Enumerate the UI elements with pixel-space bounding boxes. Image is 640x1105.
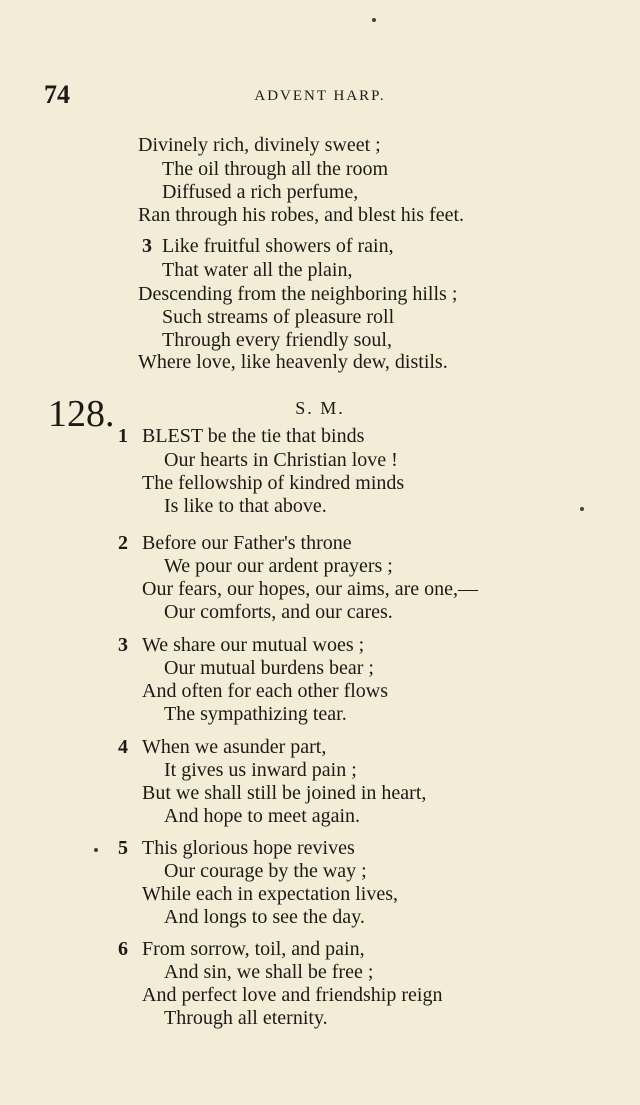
hymn-number: 128. — [48, 393, 115, 435]
verse-line: This glorious hope revives — [142, 837, 355, 859]
verse-number: 5 — [118, 837, 128, 859]
verse-line: Divinely rich, divinely sweet ; — [138, 134, 381, 156]
verse-line: While each in expectation lives, — [142, 883, 399, 905]
verse-line: That water all the plain, — [162, 259, 353, 281]
print-speck — [372, 18, 376, 22]
verse-line: And hope to meet again. — [164, 805, 361, 827]
verse-line: And longs to see the day. — [164, 906, 365, 928]
verse-line: Diffused a rich perfume, — [162, 181, 359, 203]
verse-line: The fellowship of kindred minds — [142, 472, 405, 494]
verse-line: Descending from the neighboring hills ; — [138, 283, 458, 305]
verse-line: Through every friendly soul, — [162, 329, 392, 351]
verse-line: BLEST be the tie that binds — [142, 425, 365, 447]
print-speck — [94, 848, 98, 852]
verse-line: The oil through all the room — [162, 158, 389, 180]
hymn-meter: S. M. — [295, 398, 345, 418]
print-speck — [580, 507, 584, 511]
verse-number: 3 — [142, 235, 152, 257]
verse-line: Before our Father's throne — [142, 532, 352, 554]
verse-line: Our courage by the way ; — [164, 860, 367, 882]
verse-number: 3 — [118, 634, 128, 656]
verse-line: The sympathizing tear. — [164, 703, 347, 725]
verse-line: Our fears, our hopes, our aims, are one,— — [142, 578, 479, 600]
page-number: 74 — [44, 80, 70, 109]
running-title: ADVENT HARP. — [254, 88, 386, 104]
verse-line: And sin, we shall be free ; — [164, 961, 374, 983]
verse-line: We pour our ardent prayers ; — [164, 555, 393, 577]
verse-line: Our comforts, and our cares. — [164, 601, 393, 623]
verse-line: Where love, like heavenly dew, distils. — [138, 351, 448, 373]
verse-line: Our mutual burdens bear ; — [164, 657, 374, 679]
verse-line: Like fruitful showers of rain, — [162, 235, 394, 257]
verse-line: Ran through his robes, and blest his feet. — [138, 204, 465, 226]
verse-number: 6 — [118, 938, 128, 960]
verse-line: And perfect love and friendship reign — [142, 984, 443, 1006]
verse-number: 2 — [118, 532, 128, 554]
verse-line: And often for each other flows — [142, 680, 389, 702]
verse-line: But we shall still be joined in heart, — [142, 782, 427, 804]
verse-line: Such streams of pleasure roll — [162, 306, 395, 328]
verse-line: When we asunder part, — [142, 736, 327, 758]
verse-number: 1 — [118, 425, 128, 447]
verse-line: Through all eternity. — [164, 1007, 328, 1029]
verse-line: From sorrow, toil, and pain, — [142, 938, 365, 960]
verse-line: Our hearts in Christian love ! — [164, 449, 398, 471]
verse-line: Is like to that above. — [164, 495, 327, 517]
verse-number: 4 — [118, 736, 128, 758]
verse-line: It gives us inward pain ; — [164, 759, 357, 781]
verse-line: We share our mutual woes ; — [142, 634, 365, 656]
